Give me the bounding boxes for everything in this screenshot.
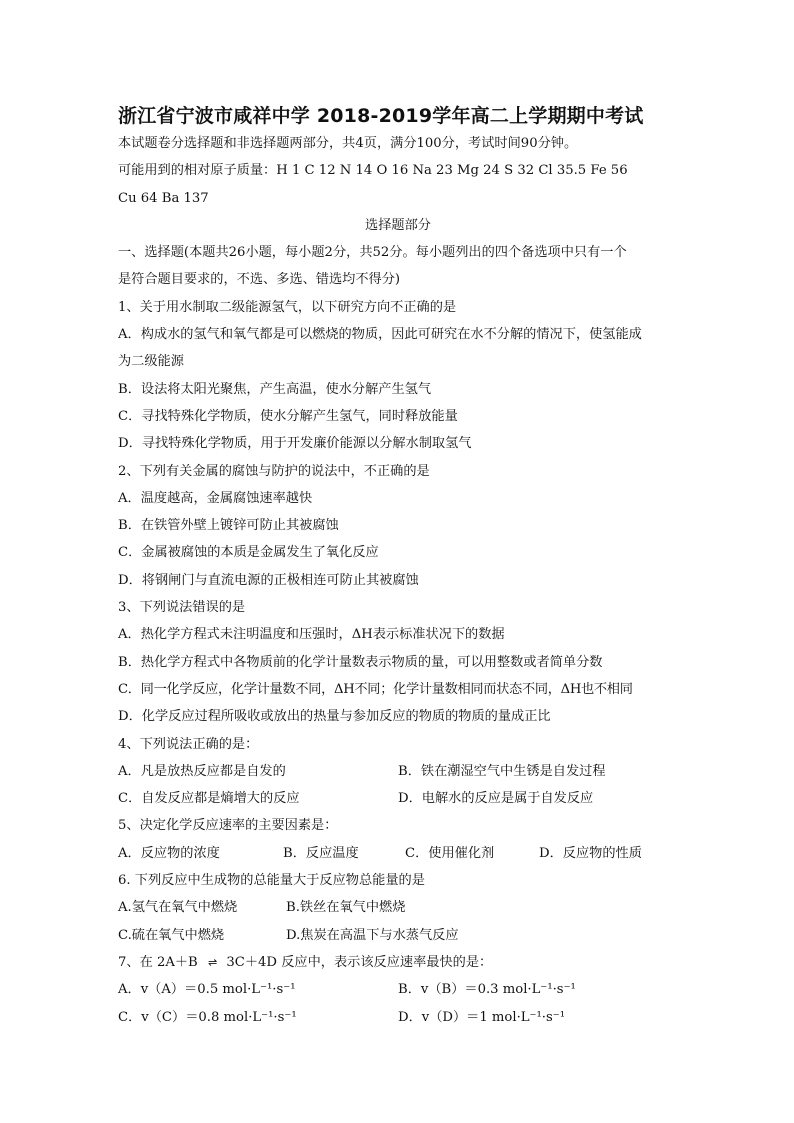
q5-options-row	[118, 840, 678, 867]
q6-options-row-1	[118, 894, 678, 921]
q4-options-row-1	[118, 758, 678, 785]
q6-option-d: D.焦炭在高温下与水蒸气反应	[286, 927, 459, 943]
atomic-masses-line-2: Cu 64 Ba 137	[118, 190, 209, 206]
q4-stem: 4、下列说法正确的是：	[118, 736, 259, 752]
q5-option-c: C．使用催化剂	[405, 845, 495, 861]
q1-option-d: D．寻找特殊化学物质，用于开发廉价能源以分解水制取氢气	[118, 436, 472, 452]
q7-stem-post: 3C＋4D 反应中，表示该反应速率最快的是：	[226, 954, 493, 970]
q4-option-c: C．自发反应都是熵增大的反应	[118, 791, 300, 807]
q3-option-d: D．化学反应过程所吸收或放出的热量与参加反应的物质的物质的量成正比	[118, 709, 551, 725]
q7-stem-pre: 7、在 2A＋B	[118, 954, 198, 970]
q6-option-b: B.铁丝在氧气中燃烧	[286, 900, 406, 916]
q1-option-b: B．设法将太阳光聚焦，产生高温，使水分解产生氢气	[118, 381, 432, 397]
q7-option-c: C．v（C）＝0.8 mol·L⁻¹·s⁻¹	[118, 1009, 297, 1025]
q3-option-a: A．热化学方程式未注明温度和压强时，ΔH表示标准状况下的数据	[118, 627, 505, 643]
part-intro-line-2: 是符合题目要求的，不选、多选、错选均不得分)	[118, 272, 401, 288]
exam-title: 浙江省宁波市咸祥中学 2018-2019学年高二上学期期中考试	[118, 105, 644, 127]
q2-option-d: D．将钢闸门与直流电源的正极相连可防止其被腐蚀	[118, 572, 419, 588]
q6-option-c: C.硫在氧气中燃烧	[118, 927, 225, 943]
q6-stem: 6. 下列反应中生成物的总能量大于反应物总能量的是	[118, 873, 425, 889]
q7-options-row-2	[118, 1004, 678, 1031]
q7-option-a: A．v（A）＝0.5 mol·L⁻¹·s⁻¹	[118, 982, 296, 998]
q5-stem: 5、决定化学反应速率的主要因素是：	[118, 818, 338, 834]
q5-option-b: B．反应温度	[283, 845, 359, 861]
q4-option-a: A．凡是放热反应都是自发的	[118, 763, 286, 779]
q1-stem: 1、关于用水制取二级能源氢气，以下研究方向不正确的是	[118, 299, 457, 315]
q2-stem: 2、下列有关金属的腐蚀与防护的说法中，不正确的是	[118, 463, 430, 479]
q2-option-c: C．金属被腐蚀的本质是金属发生了氧化反应	[118, 545, 379, 561]
q4-option-d: D．电解水的反应是属于自发反应	[398, 791, 594, 807]
exam-intro: 本试题卷分选择题和非选择题两部分，共4页，满分100分，考试时间90分钟。	[118, 136, 578, 151]
q2-option-a: A．温度越高，金属腐蚀速率越快	[118, 490, 313, 506]
q4-option-b: B．铁在潮湿空气中生锈是自发过程	[398, 763, 606, 779]
atomic-masses-line-1: 可能用到的相对原子质量：H 1 C 12 N 14 O 16 Na 23 Mg 24 S 32 Cl 35.5 Fe 56	[118, 163, 628, 179]
q2-option-b: B．在铁管外壁上镀锌可防止其被腐蚀	[118, 518, 339, 534]
q7-option-d: D．v（D）＝1 mol·L⁻¹·s⁻¹	[398, 1009, 565, 1025]
q1-option-a: A．构成水的氢气和氧气都是可以燃烧的物质，因此可研究在水不分解的情况下，使氢能成	[118, 327, 642, 343]
q3-option-b: B．热化学方程式中各物质前的化学计量数表示物质的量，可以用整数或者简单分数	[118, 654, 603, 670]
q1-option-c: C．寻找特殊化学物质，使水分解产生氢气，同时释放能量	[118, 408, 458, 424]
q7-option-b: B．v（B）＝0.3 mol·L⁻¹·s⁻¹	[398, 982, 576, 998]
q3-stem: 3、下列说法错误的是	[118, 600, 246, 616]
equilibrium-arrow-icon: ⇌	[207, 955, 217, 969]
q7-options-row-1	[118, 976, 678, 1003]
part-intro-line-1: 一、选择题(本题共26小题，每小题2分，共52分。每小题列出的四个备选项中只有一个	[118, 245, 627, 261]
q7-stem	[118, 949, 678, 976]
section-title: 选择题部分	[365, 217, 431, 233]
q6-option-a: A.氢气在氧气中燃烧	[118, 900, 238, 916]
q6-options-row-2	[118, 922, 678, 949]
q1-option-a-cont: 为二级能源	[118, 354, 184, 370]
q5-option-d: D．反应物的性质	[539, 845, 642, 861]
q5-option-a: A．反应物的浓度	[118, 845, 220, 861]
q4-options-row-2	[118, 785, 678, 812]
exam-page	[118, 102, 678, 1031]
q3-option-c: C．同一化学反应，化学计量数不同，ΔH不同；化学计量数相同而状态不同，ΔH也不相同	[118, 681, 633, 697]
